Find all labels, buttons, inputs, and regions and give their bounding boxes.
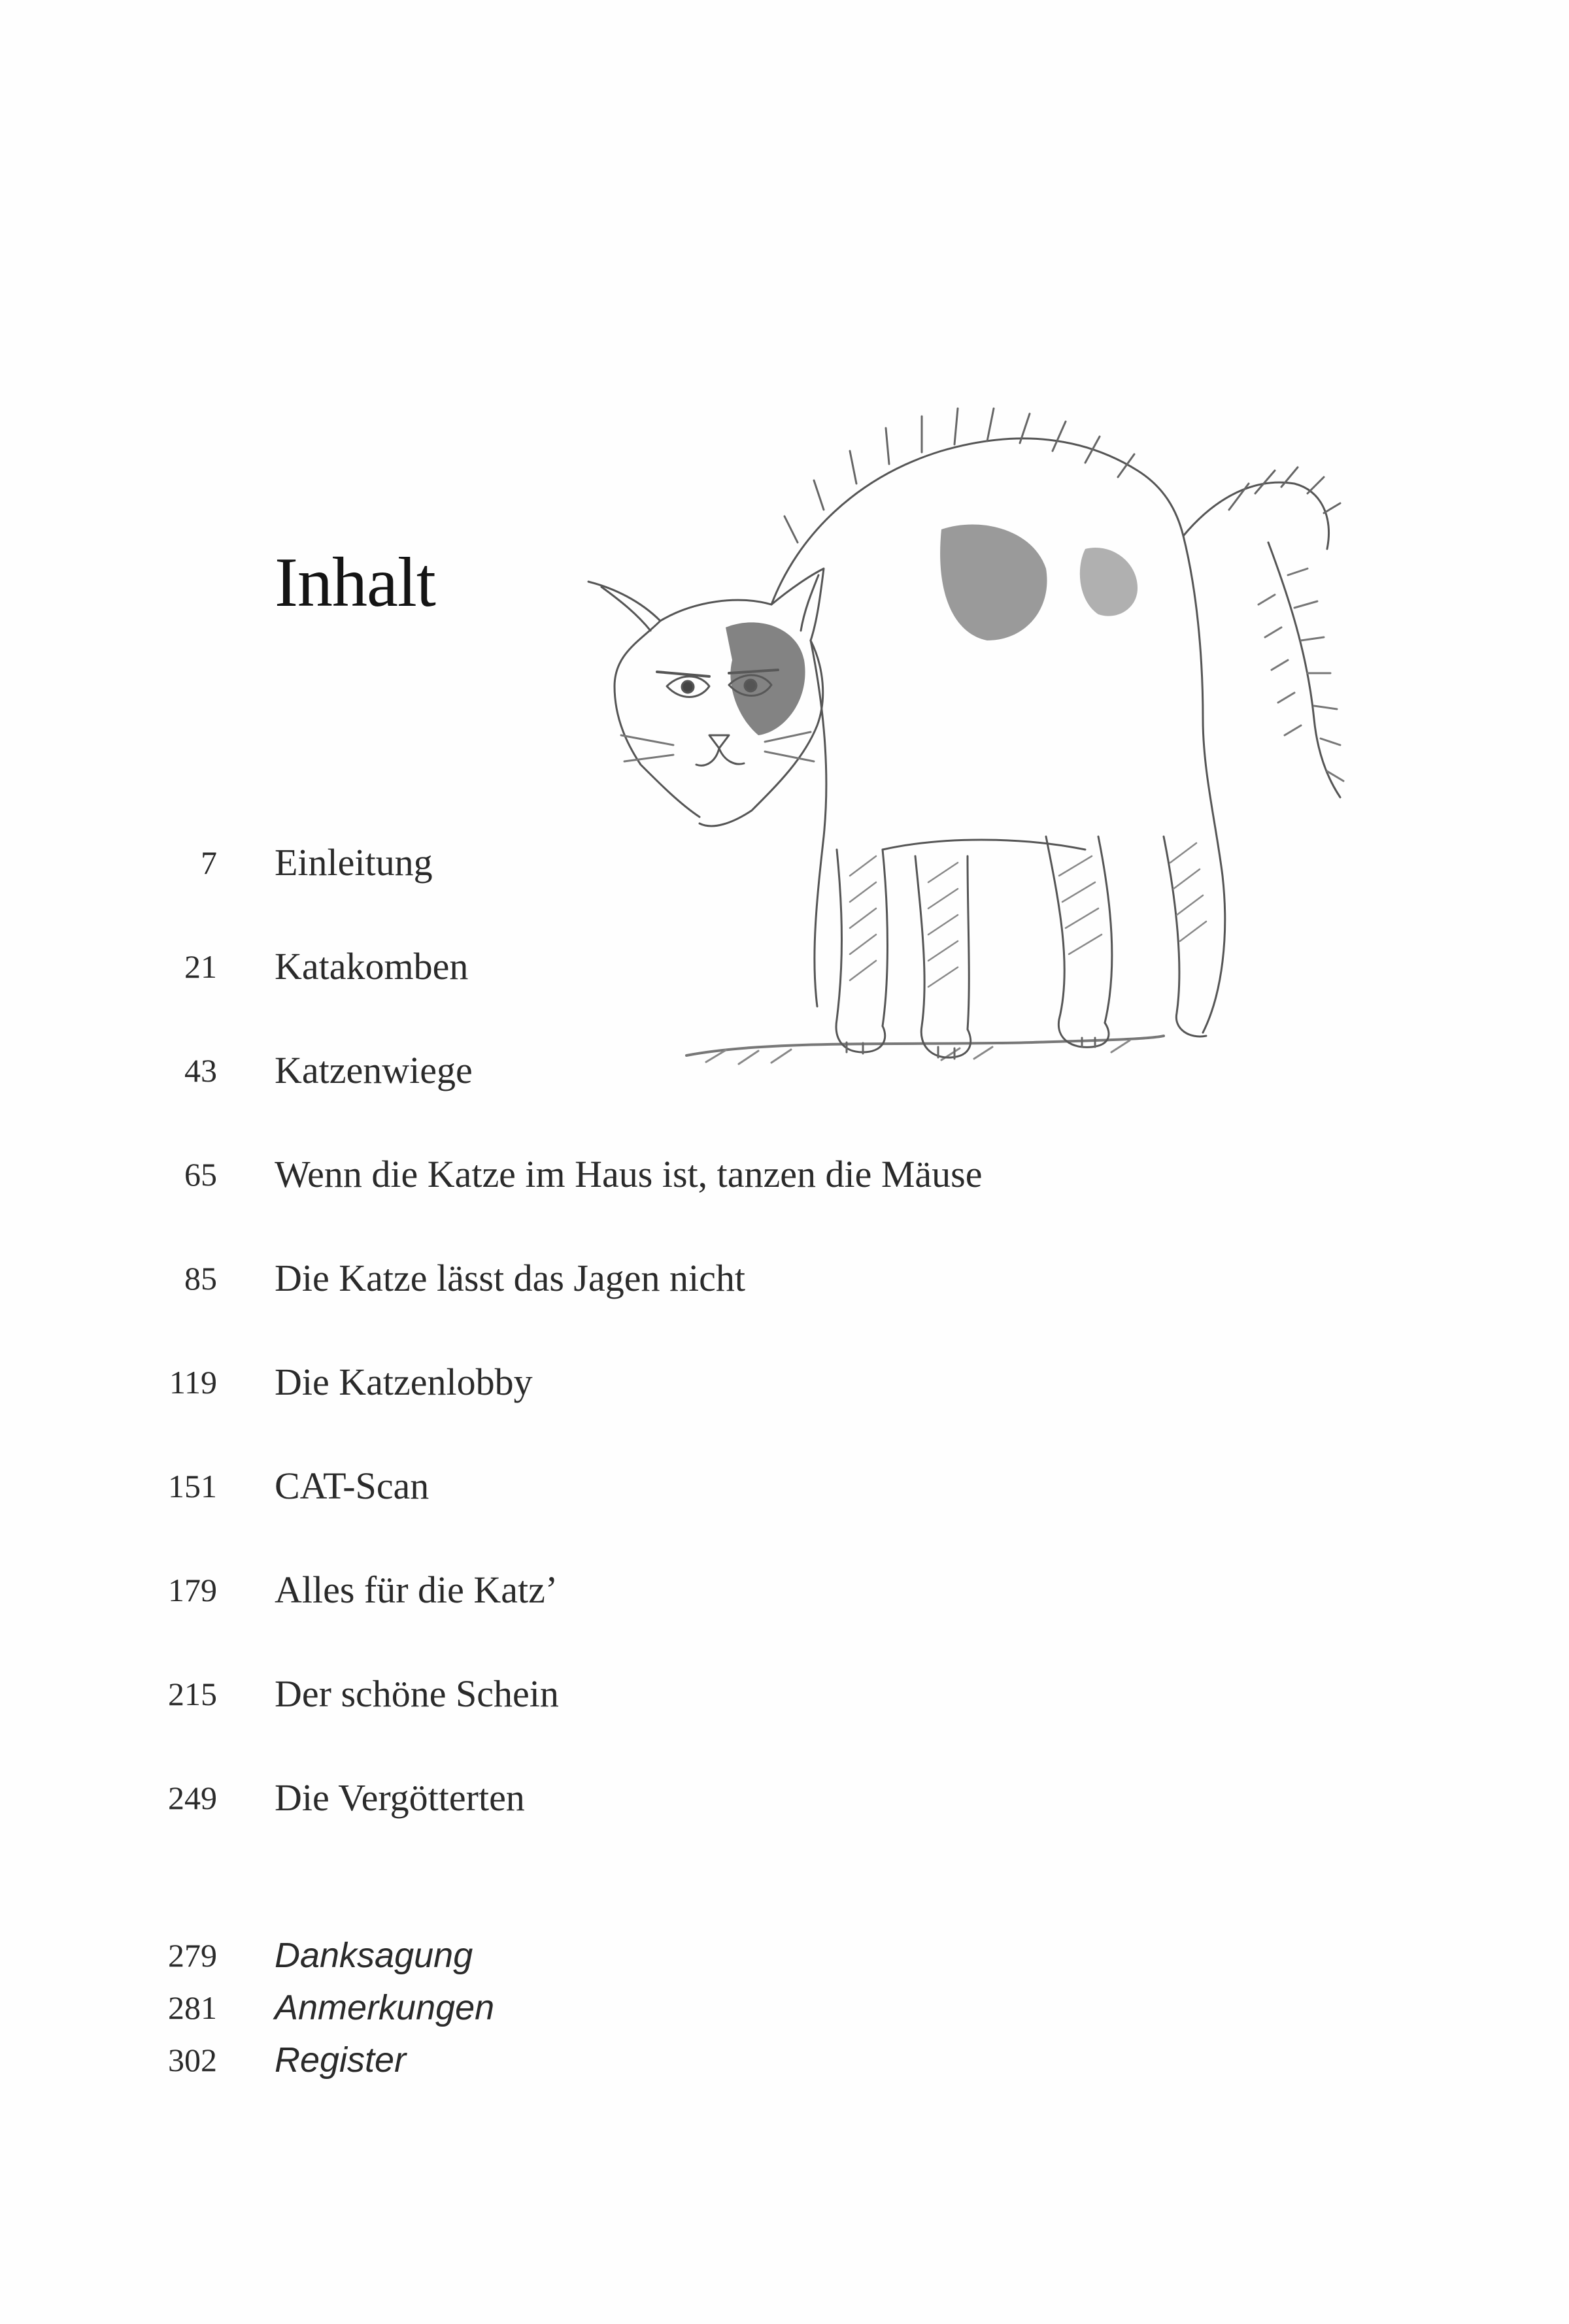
toc-entry[interactable] <box>0 1252 1569 1304</box>
toc-chapter-title: Die Katzenlobby <box>275 1361 533 1403</box>
toc-chapter-title: Katzenwiege <box>275 1049 473 1091</box>
toc-page-number: 302 <box>168 2042 217 2078</box>
toc-chapter-title: Katakomben <box>275 945 469 988</box>
toc-page-number: 215 <box>168 1676 217 1712</box>
toc-chapter-title: Wenn die Katze im Haus ist, tanzen die Mäuse <box>275 1153 983 1195</box>
toc-page-number: 179 <box>168 1572 217 1608</box>
page-title: Inhalt <box>275 544 435 622</box>
toc-chapter-title: CAT-Scan <box>275 1465 430 1507</box>
toc-chapter-title: Einleitung <box>275 841 433 884</box>
toc-backmatter-title: Danksagung <box>275 1936 473 1975</box>
arched-cat-sketch-icon <box>575 379 1360 1111</box>
toc-page-number: 65 <box>184 1156 217 1193</box>
toc-backmatter-entry[interactable] <box>0 2034 1569 2086</box>
toc-backmatter-entry[interactable] <box>0 1929 1569 1982</box>
toc-entry[interactable] <box>0 1460 1569 1512</box>
toc-page-number: 21 <box>184 948 217 985</box>
toc-entry[interactable] <box>0 1564 1569 1616</box>
toc-backmatter-entry[interactable] <box>0 1982 1569 2034</box>
toc-page-number: 7 <box>201 844 217 881</box>
toc-page-number: 249 <box>168 1780 217 1816</box>
toc-chapter-title: Die Vergötterten <box>275 1776 525 1819</box>
toc-backmatter-title: Anmerkungen <box>275 1988 495 2027</box>
toc-chapter-title: Der schöne Schein <box>275 1672 559 1715</box>
toc-entry[interactable] <box>0 1772 1569 1824</box>
toc-page-number: 279 <box>168 1937 217 1974</box>
toc-entry[interactable] <box>0 1148 1569 1201</box>
toc-entry[interactable] <box>0 837 1569 889</box>
toc-page-number: 43 <box>184 1052 217 1089</box>
toc-chapter-title: Alles für die Katz’ <box>275 1569 558 1611</box>
toc-entry[interactable] <box>0 1668 1569 1720</box>
toc-entry[interactable] <box>0 1044 1569 1097</box>
toc-entry[interactable] <box>0 1356 1569 1408</box>
toc-page-number: 281 <box>168 1989 217 2026</box>
toc-backmatter-title: Register <box>275 2040 407 2080</box>
toc-chapter-title: Die Katze lässt das Jagen nicht <box>275 1257 745 1299</box>
toc-page-number: 119 <box>169 1364 217 1401</box>
toc-page-number: 151 <box>168 1468 217 1504</box>
toc-page-number: 85 <box>184 1260 217 1297</box>
toc-entry[interactable] <box>0 940 1569 993</box>
